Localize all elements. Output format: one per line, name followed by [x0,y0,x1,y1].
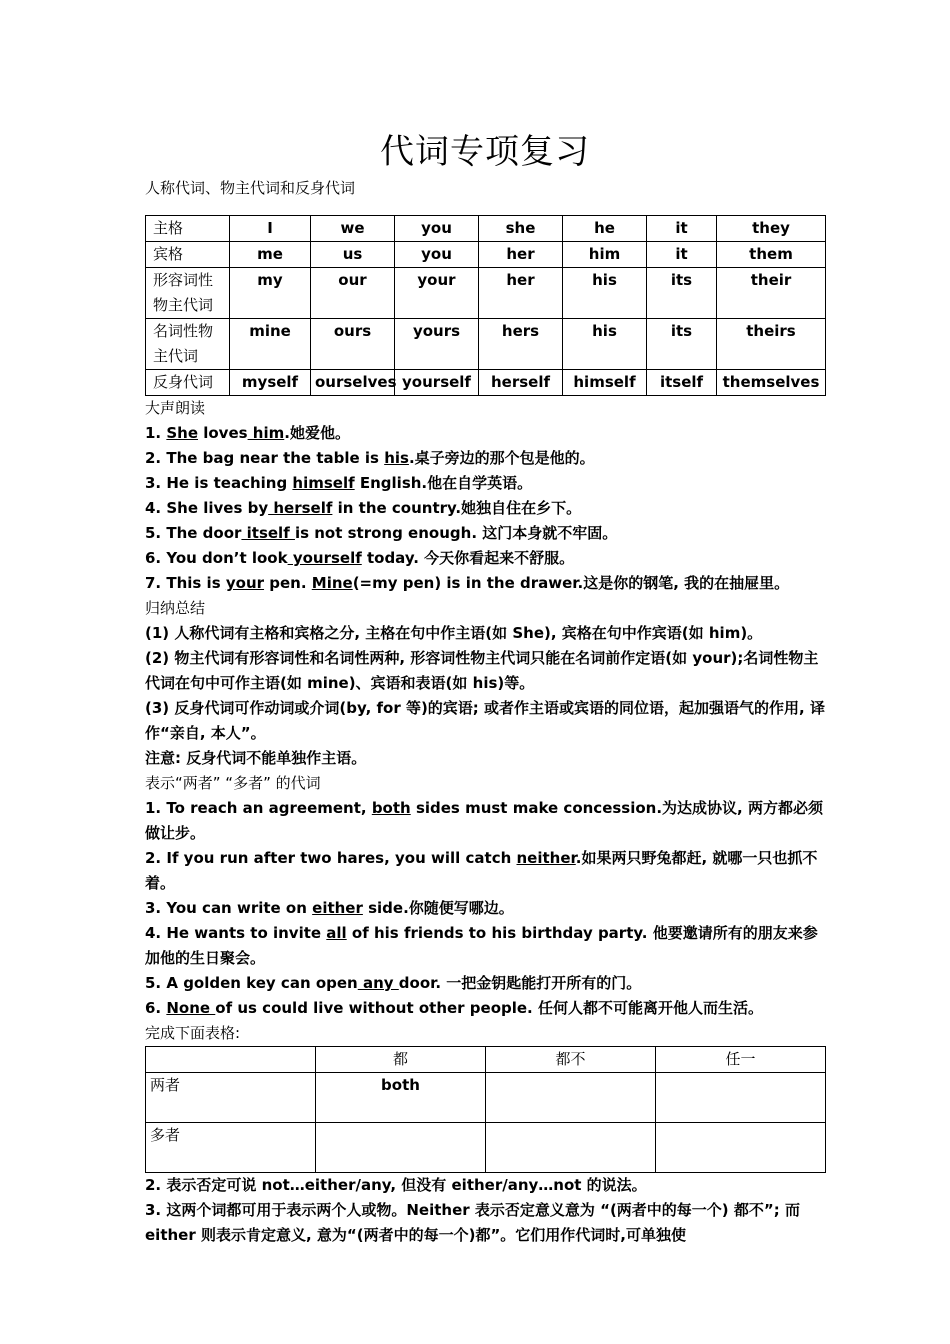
pronoun-cell: yourself [395,370,479,396]
pronoun-cell: his [563,319,647,370]
sentence-text: sides must make concession.为达成协议, 两方都必须做让步。 [145,799,823,842]
read-aloud-sentence [145,521,825,546]
complete-table-header [146,1047,316,1073]
pronoun-cell: my [230,268,311,319]
complete-table-row [146,1123,826,1173]
summary-point: (2) 物主代词有形容词性和名词性两种, 形容词性物主代词只能在名词前作定语(如 your);名词性物主代词在句中可作主语(如 mine)、宾语和表语(如 his)等。 [145,649,819,692]
pronoun-row-label: 反身代词 [146,370,230,396]
pronoun-row [146,268,826,319]
pronoun-cell: your [395,268,479,319]
complete-table-cell[interactable] [316,1123,486,1173]
pronoun-cell: it [647,216,717,242]
pronoun-cell: itself [647,370,717,396]
underlined-pronoun: She [166,424,199,442]
examples-list [145,796,825,1021]
sentence-text: English.他在自学英语。 [354,474,533,492]
read-aloud-heading: 大声朗读 [145,399,206,417]
pronoun-cell: I [230,216,311,242]
pronoun-cell: us [311,242,395,268]
sentence-text: 5. The door [145,524,242,542]
pronoun-row-label: 主格 [146,216,230,242]
pronoun-row [146,370,826,396]
section-heading-pronouns: 人称代词、物主代词和反身代词 [145,179,356,197]
sentence-text: of us could live without other people. 任何人都不可能离开他人而生活。 [215,999,763,1017]
summary-heading: 归纳总结 [145,599,206,617]
section-heading-two-many: 表示“两者” “多者” 的代词 [145,774,321,792]
pronoun-row [146,242,826,268]
complete-table-header: 都不 [486,1047,656,1073]
underlined-pronoun: any [357,974,399,992]
sentence-text: 4. He wants to invite [145,924,327,942]
sentence-text: (=my pen) is in the drawer.这是你的钢笔, 我的在抽屉里。 [352,574,790,592]
example-sentence [145,996,825,1021]
underlined-pronoun: himself [292,474,355,492]
complete-table-header: 任一 [656,1047,826,1073]
pronoun-cell: ours [311,319,395,370]
pronoun-cell: it [647,242,717,268]
sentence-text: 5. A golden key can open [145,974,358,992]
underlined-pronoun: all [326,924,347,942]
pronoun-cell: them [717,242,826,268]
pronoun-cell: her [479,268,563,319]
bottom-notes [145,1173,825,1248]
underlined-pronoun: None [166,999,216,1017]
complete-table-heading: 完成下面表格: [145,1024,241,1042]
underlined-pronoun: Mine [311,574,353,592]
complete-table-cell[interactable] [656,1123,826,1173]
sentence-text: .桌子旁边的那个包是他的。 [408,449,595,467]
pronoun-cell: mine [230,319,311,370]
pronoun-cell: ourselves [311,370,395,396]
pronoun-cell: we [311,216,395,242]
pronoun-row-label: 名词性物主代词 [146,319,230,370]
page-title: 代词专项复习 [380,132,590,172]
read-aloud-sentence [145,471,825,496]
pronoun-cell: their [717,268,826,319]
pronoun-cell: him [563,242,647,268]
bottom-note: 3. 这两个词都可用于表示两个人或物。Neither 表示否定意义意为 “(两者中的每一个) 都不”; 而 either 则表示肯定意义, 意为“(两者中的每一个)都”。它们用作代词时,可单独使 [145,1201,800,1244]
underlined-pronoun: yourself [287,549,362,567]
read-aloud-sentence [145,421,825,446]
sentence-text: 2. If you run after two hares, you will catch [145,849,517,867]
underlined-pronoun: either [312,899,363,917]
complete-table-cell[interactable] [656,1073,826,1123]
summary-point: (1) 人称代词有主格和宾格之分, 主格在句中作主语(如 She), 宾格在句中作宾语(如 him)。 [145,624,763,642]
sentence-text: 2. The bag near the table is [145,449,385,467]
example-sentence [145,846,825,896]
complete-table-cell[interactable]: both [316,1073,486,1123]
pronoun-row [146,319,826,370]
sentence-text: 3. He is teaching [145,474,293,492]
sentence-text: side.你随便写哪边。 [362,899,514,917]
underlined-pronoun: itself [241,524,295,542]
pronoun-cell: themselves [717,370,826,396]
underlined-pronoun: neither [516,849,576,867]
pronoun-cell: hers [479,319,563,370]
pronoun-row [146,216,826,242]
note-line: 注意: 反身代词不能单独作主语。 [145,749,367,767]
read-aloud-sentence [145,446,825,471]
complete-table-cell[interactable] [486,1073,656,1123]
sentence-text: 6. [145,999,167,1017]
example-sentence [145,896,825,921]
pronoun-cell: yours [395,319,479,370]
sentence-text: pen. [264,574,312,592]
pronoun-cell: you [395,242,479,268]
bottom-note: 2. 表示否定可说 not…either/any, 但没有 either/any…not 的说法。 [145,1176,647,1194]
underlined-pronoun: him [247,424,285,442]
read-aloud-list [145,421,825,596]
read-aloud-sentence [145,546,825,571]
pronoun-cell: theirs [717,319,826,370]
sentence-text: loves [198,424,248,442]
complete-table [145,1046,826,1173]
sentence-text: is not strong enough. 这门本身就不牢固。 [294,524,618,542]
pronoun-cell: our [311,268,395,319]
pronoun-cell: its [647,268,717,319]
sentence-text: 4. She lives by [145,499,269,517]
underlined-pronoun: his [384,449,409,467]
complete-table-row-label: 两者 [146,1073,316,1123]
sentence-text: .她爱他。 [284,424,350,442]
pronoun-cell: she [479,216,563,242]
example-sentence [145,796,825,846]
summary-list [145,621,825,746]
pronoun-row-label: 宾格 [146,242,230,268]
sentence-text: in the country.她独自住在乡下。 [332,499,582,517]
complete-table-header-row [146,1047,826,1073]
pronoun-cell: he [563,216,647,242]
summary-point: (3) 反身代词可作动词或介词(by, for 等)的宾语; 或者作主语或宾语的同位语，起加强语气的作用, 译作“亲自, 本人”。 [145,699,825,742]
pronoun-cell: me [230,242,311,268]
pronoun-cell: his [563,268,647,319]
pronoun-cell: myself [230,370,311,396]
sentence-text: of his friends to his birthday party. 他要邀请所有的朋友来参加他的生日聚会。 [145,924,818,967]
sentence-text: 6. You don’t look [145,549,288,567]
sentence-text: 1. To reach an agreement, [145,799,372,817]
underlined-pronoun: your [225,574,265,592]
sentence-text: 3. You can write on [145,899,313,917]
underlined-pronoun: both [371,799,411,817]
pronoun-row-label: 形容词性物主代词 [146,268,230,319]
pronoun-cell: you [395,216,479,242]
sentence-text: .如果两只野兔都赶, 就哪一只也抓不着。 [145,849,818,892]
underlined-pronoun: herself [268,499,333,517]
sentence-text: 7. This is [145,574,226,592]
pronoun-cell: her [479,242,563,268]
sentence-text: today. 今天你看起来不舒服。 [361,549,575,567]
read-aloud-sentence [145,571,825,596]
pronoun-cell: its [647,319,717,370]
example-sentence [145,971,825,996]
pronoun-table [145,215,826,396]
complete-table-header: 都 [316,1047,486,1073]
pronoun-cell: himself [563,370,647,396]
pronoun-cell: they [717,216,826,242]
document-page [145,128,825,1248]
complete-table-cell[interactable] [486,1123,656,1173]
pronoun-cell: herself [479,370,563,396]
read-aloud-sentence [145,496,825,521]
sentence-text: door. 一把金钥匙能打开所有的门。 [398,974,642,992]
complete-table-row-label: 多者 [146,1123,316,1173]
example-sentence [145,921,825,971]
sentence-text: 1. [145,424,167,442]
complete-table-row [146,1073,826,1123]
